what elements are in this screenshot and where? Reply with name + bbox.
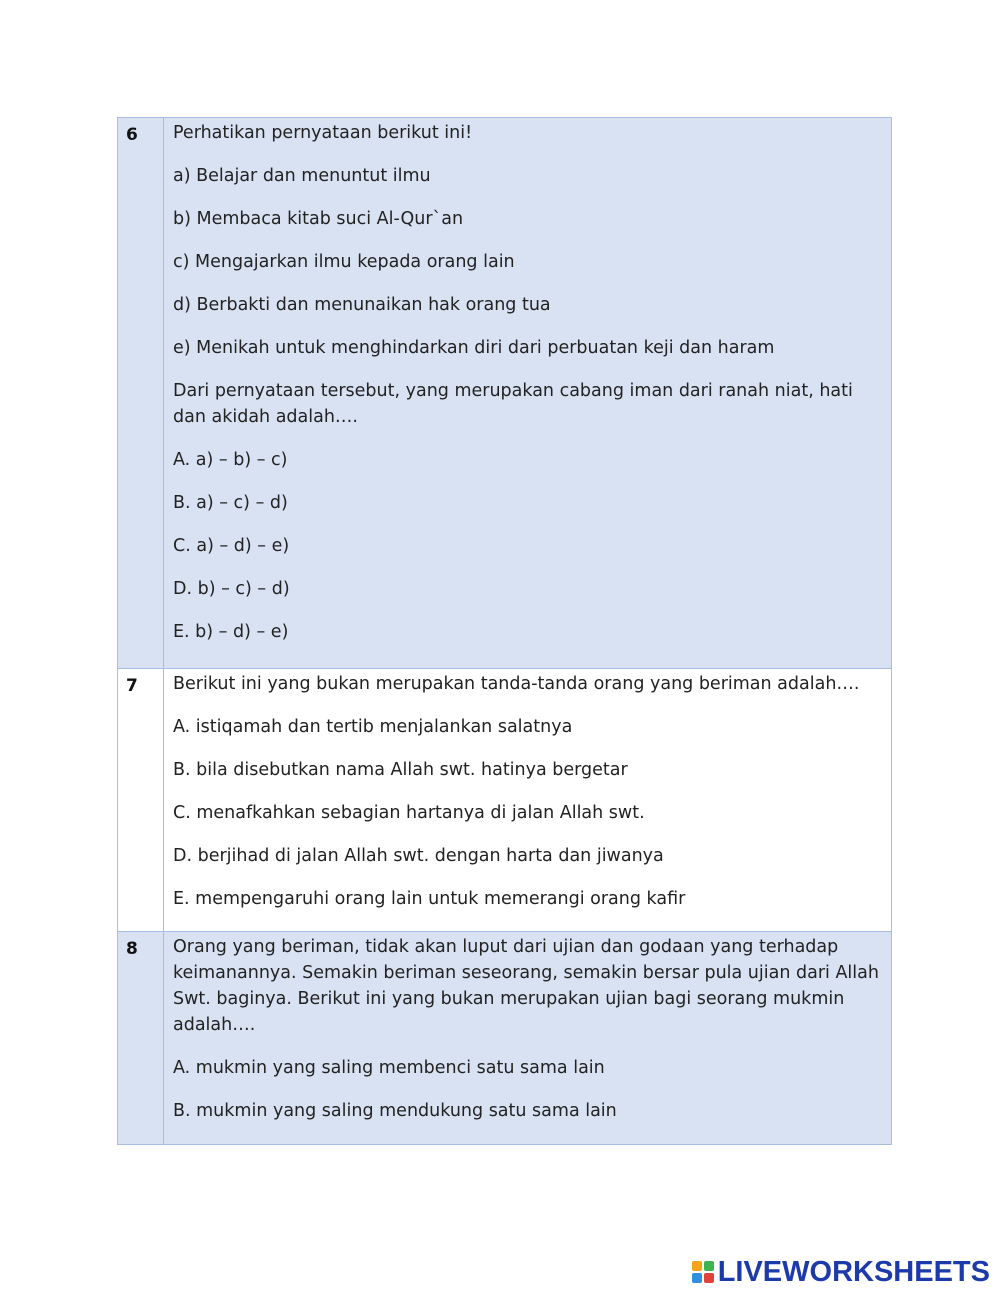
question-row-8 [118, 932, 892, 1145]
question-prompt: Berikut ini yang bukan merupakan tanda-tanda orang yang beriman adalah…. [173, 674, 860, 694]
answer-option-a[interactable]: A. mukmin yang saling membenci satu sama lain [173, 1058, 605, 1078]
logo-square-1 [692, 1261, 702, 1271]
answer-option-b[interactable]: B. a) – c) – d) [173, 493, 288, 513]
question-number: 6 [118, 118, 164, 669]
brand-logo[interactable] [692, 1255, 990, 1289]
question-table [117, 117, 892, 1145]
answer-option-b[interactable]: B. mukmin yang saling mendukung satu sama lain [173, 1101, 617, 1121]
logo-square-4 [704, 1273, 714, 1283]
answer-option-c[interactable]: C. menafkahkan sebagian hartanya di jalan Allah swt. [173, 803, 645, 823]
answer-option-a[interactable]: A. a) – b) – c) [173, 450, 288, 470]
statement-e: e) Menikah untuk menghindarkan diri dari perbuatan keji dan haram [173, 338, 775, 358]
liveworksheets-logo-icon [692, 1261, 714, 1283]
question-row-6 [118, 118, 892, 669]
logo-square-3 [692, 1273, 702, 1283]
statement-b: b) Membaca kitab suci Al-Qur`an [173, 209, 464, 229]
answer-option-d[interactable]: D. berjihad di jalan Allah swt. dengan harta dan jiwanya [173, 846, 664, 866]
question-row-7 [118, 669, 892, 932]
statement-a: a) Belajar dan menuntut ilmu [173, 166, 431, 186]
statement-d: d) Berbakti dan menunaikan hak orang tua [173, 295, 551, 315]
question-content [164, 669, 892, 932]
question-number: 8 [118, 932, 164, 1145]
logo-square-2 [704, 1261, 714, 1271]
answer-option-a[interactable]: A. istiqamah dan tertib menjalankan salatnya [173, 717, 573, 737]
question-number: 7 [118, 669, 164, 932]
answer-option-b[interactable]: B. bila disebutkan nama Allah swt. hatinya bergetar [173, 760, 628, 780]
question-content [164, 932, 892, 1145]
answer-option-c[interactable]: C. a) – d) – e) [173, 536, 290, 556]
question-stem: Dari pernyataan tersebut, yang merupakan cabang iman dari ranah niat, hati dan akidah adalah…. [173, 381, 853, 427]
question-content [164, 118, 892, 669]
answer-option-d[interactable]: D. b) – c) – d) [173, 579, 290, 599]
question-prompt: Orang yang beriman, tidak akan luput dari ujian dan godaan yang terhadap keimanannya. Semakin beriman seseorang, semakin bersar pula ujian dari Allah Swt. baginya. Berikut ini yang bukan merupakan ujian bagi seorang mukmin adalah…. [173, 937, 879, 1035]
answer-option-e[interactable]: E. mempengaruhi orang lain untuk memerangi orang kafir [173, 889, 686, 909]
statement-c: c) Mengajarkan ilmu kepada orang lain [173, 252, 515, 272]
question-prompt: Perhatikan pernyataan berikut ini! [173, 123, 473, 143]
brand-name: LIVEWORKSHEETS [717, 1256, 990, 1288]
answer-option-e[interactable]: E. b) – d) – e) [173, 622, 289, 642]
